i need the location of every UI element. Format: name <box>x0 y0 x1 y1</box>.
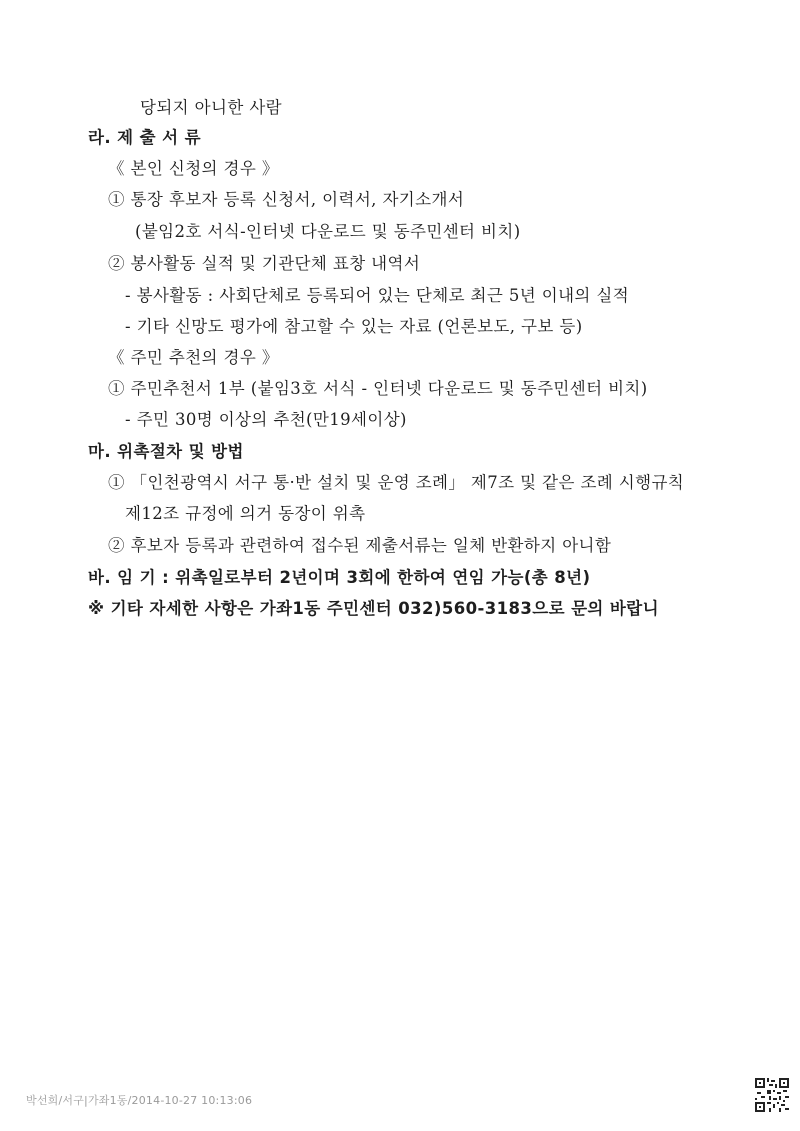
text-line-15: ② 후보자 등록과 관련하여 접수된 제출서류는 일체 반환하지 아니함 <box>108 536 612 555</box>
text-line-11: - 주민 30명 이상의 추천(만19세이상) <box>125 410 407 429</box>
text-line-7: - 봉사활동 : 사회단체로 등록되어 있는 단체로 최근 5년 이내의 실적 <box>125 286 630 305</box>
subheading-resident-recommendation: 《 주민 추천의 경우 》 <box>108 348 279 367</box>
text-line-4: ① 통장 후보자 등록 신청서, 이력서, 자기소개서 <box>108 190 465 209</box>
footer-stamp: 박선희/서구|가좌1동/2014-10-27 10:13:06 <box>26 1094 253 1107</box>
section-heading-ra: 라. 제 출 서 류 <box>88 128 201 147</box>
subheading-self-application: 《 본인 신청의 경우 》 <box>108 159 279 178</box>
text-line-1: 당되지 아니한 사람 <box>140 98 283 117</box>
text-line-14: 제12조 규정에 의거 동장이 위촉 <box>125 504 366 523</box>
section-heading-ba: 바. 임 기 : 위촉일로부터 2년이며 3회에 한하여 연임 가능(총 8년) <box>88 568 591 587</box>
section-heading-ma: 마. 위촉절차 및 방법 <box>88 442 244 461</box>
text-line-13: ① 「인천광역시 서구 통·반 설치 및 운영 조례」 제7조 및 같은 조례 시행규칙 <box>108 473 685 492</box>
text-line-5: (붙임2호 서식-인터넷 다운로드 및 동주민센터 비치) <box>135 222 521 241</box>
text-line-6: ② 봉사활동 실적 및 기관단체 표창 내역서 <box>108 254 421 273</box>
note-contact: ※ 기타 자세한 사항은 가좌1동 주민센터 032)560-3183으로 문의 바랍니 <box>88 599 659 618</box>
text-line-8: - 기타 신망도 평가에 참고할 수 있는 자료 (언론보도, 구보 등) <box>125 317 583 336</box>
text-line-10: ① 주민추천서 1부 (붙임3호 서식 - 인터넷 다운로드 및 동주민센터 비치) <box>108 379 648 398</box>
qr-code-icon <box>755 1078 789 1112</box>
